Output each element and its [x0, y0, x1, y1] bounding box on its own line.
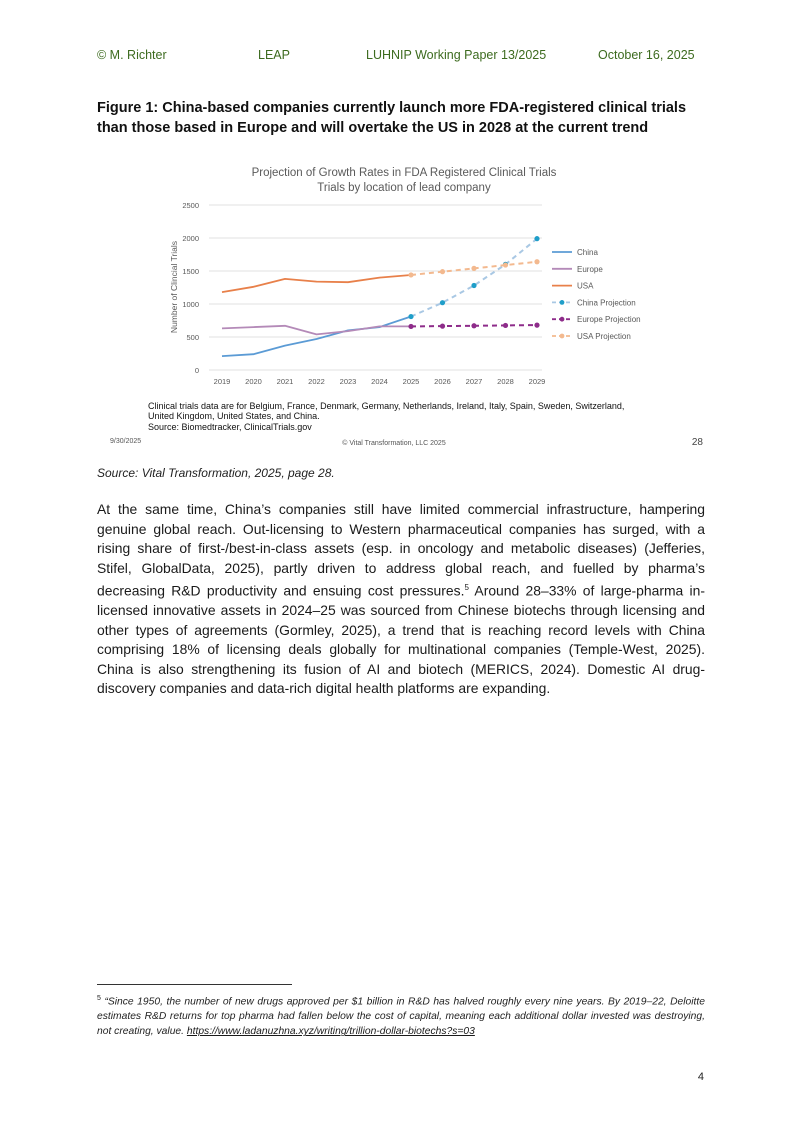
- footnote-text: “Since 1950, the number of new drugs approved per $1 billion in R&D has halved roughly every nine years. By 2019–22, Deloitte estimates R&D returns for top pharma had fallen below the cost of capital, meaning each additional dollar invested was destroying, not creating, value.: [97, 996, 705, 1038]
- legend-marker-usa-projection: [560, 334, 565, 339]
- x-tick-label: 2026: [434, 377, 451, 386]
- figure-source: Source: Vital Transformation, 2025, page 28.: [97, 466, 335, 480]
- y-axis-label: Number of Clincial Trials: [169, 240, 179, 334]
- data-point-china-projection: [534, 236, 539, 241]
- body-text-part-1: At the same time, China’s companies still have limited commercial infrastructure, hampering genuine global reach. Out-licensing to Western pharmaceutical companies has surged, with a rising share of first-/best-in-class assets (esp. in oncology and metabolic diseases) (Jefferies, Stifel, GlobalData, 2025), partly driven to address global reach, and fuelled by pharma’s decreasing R&D productivity and ensuing cost pressures.: [97, 501, 705, 599]
- legend-label-china: China: [577, 248, 598, 257]
- x-tick-label: 2023: [339, 377, 357, 386]
- legend-marker-europe-projection: [560, 317, 565, 322]
- series-line-europe: [222, 326, 411, 335]
- header-author: © M. Richter: [97, 48, 167, 62]
- legend-marker-china-projection: [560, 300, 565, 305]
- data-point-europe-projection: [503, 323, 508, 328]
- legend-label-china-projection: China Projection: [577, 298, 636, 308]
- x-axis-ticks: [214, 377, 546, 386]
- data-point-usa-projection: [503, 262, 508, 267]
- x-tick-label: 2028: [497, 377, 514, 386]
- data-point-usa-projection: [408, 272, 413, 277]
- y-tick-label: 2500: [182, 201, 199, 210]
- slide-note-2: United Kingdom, United States, and China.: [148, 411, 320, 421]
- data-point-europe-projection: [471, 323, 476, 328]
- y-tick-label: 0: [194, 366, 199, 375]
- series-line-china-projection: [411, 239, 537, 317]
- header-series: LUHNIP Working Paper 13/2025: [366, 48, 547, 62]
- slide-copyright: © Vital Transformation, LLC 2025: [342, 440, 446, 447]
- chart-subtitle: Trials by location of lead company: [317, 182, 491, 194]
- page-number: 4: [697, 1071, 704, 1083]
- data-point-europe-projection: [440, 324, 445, 329]
- legend-label-usa: USA: [577, 281, 594, 291]
- x-tick-label: 2022: [308, 377, 325, 386]
- header-date: October 16, 2025: [598, 48, 695, 62]
- body-text-part-2: Around 28–33% of large-pharma in-licensed innovative assets in 2024–25 was sourced from Chinese biotechs through licensing and other types of agreements (Gormley, 2025), a trend that is reaching record levels with China comprising 18% of licensing deals globally for multinational companies (Temple-West, 2025). China is also strengthening its fusion of AI and biotech (MERICS, 2024). Domestic AI drug-discovery companies and data-rich digital health platforms are expanding.: [97, 582, 705, 697]
- x-tick-label: 2020: [245, 377, 262, 386]
- y-tick-label: 1000: [182, 300, 199, 309]
- data-point-china-projection: [440, 300, 445, 305]
- chart-title: Projection of Growth Rates in FDA Registered Clinical Trials: [251, 167, 557, 179]
- body-paragraph: [97, 500, 705, 699]
- footnote-link[interactable]: https://www.ladanuzhna.xyz/writing/trillion-dollar-biotechs?s=03: [186, 1026, 475, 1038]
- x-tick-label: 2019: [213, 377, 231, 386]
- data-point-china-projection: [408, 314, 413, 319]
- x-tick-label: 2024: [371, 377, 388, 386]
- x-tick-label: 2021: [276, 377, 294, 386]
- x-tick-label: 2027: [465, 377, 483, 386]
- chart-legend: [552, 248, 641, 341]
- data-point-europe-projection: [408, 324, 413, 329]
- data-point-europe-projection: [534, 323, 539, 328]
- chart-plot-area: [222, 236, 540, 356]
- legend-label-usa-projection: USA Projection: [577, 332, 631, 341]
- footnote: [97, 991, 705, 1039]
- header-project: LEAP: [258, 48, 290, 62]
- data-point-usa-projection: [440, 269, 445, 274]
- data-point-usa-projection: [534, 259, 539, 264]
- x-tick-label: 2029: [528, 377, 546, 386]
- chart-gridlines: [209, 205, 542, 370]
- data-point-usa-projection: [471, 266, 476, 271]
- y-tick-label: 1500: [182, 267, 199, 276]
- legend-label-europe-projection: Europe Projection: [577, 315, 641, 325]
- slide-note-3: Source: Biomedtracker, ClinicalTrials.gov: [148, 422, 312, 432]
- y-tick-label: 500: [186, 333, 199, 342]
- slide-page-number: 28: [691, 437, 703, 448]
- footnote-number: 5: [97, 995, 101, 1002]
- data-point-china-projection: [471, 283, 476, 288]
- footnote-divider: [97, 984, 292, 985]
- series-line-usa: [222, 275, 411, 292]
- x-tick-label: 2025: [402, 377, 420, 386]
- figure-caption: Figure 1: China-based companies currently launch more FDA-registered clinical trials than those based in Europe and will overtake the US in 2028 at the current trend: [97, 100, 687, 136]
- y-axis-ticks: [182, 201, 199, 375]
- slide-date: 9/30/2025: [110, 438, 142, 445]
- legend-label-europe: Europe: [577, 264, 603, 274]
- chart: [97, 155, 709, 450]
- y-tick-label: 2000: [182, 234, 199, 243]
- slide-note-1: Clinical trials data are for Belgium, France, Denmark, Germany, Netherlands, Ireland, Italy, Spain, Sweden, Switzerland,: [148, 401, 625, 411]
- series-line-china: [222, 317, 411, 357]
- footnote-reference[interactable]: 5: [464, 583, 469, 592]
